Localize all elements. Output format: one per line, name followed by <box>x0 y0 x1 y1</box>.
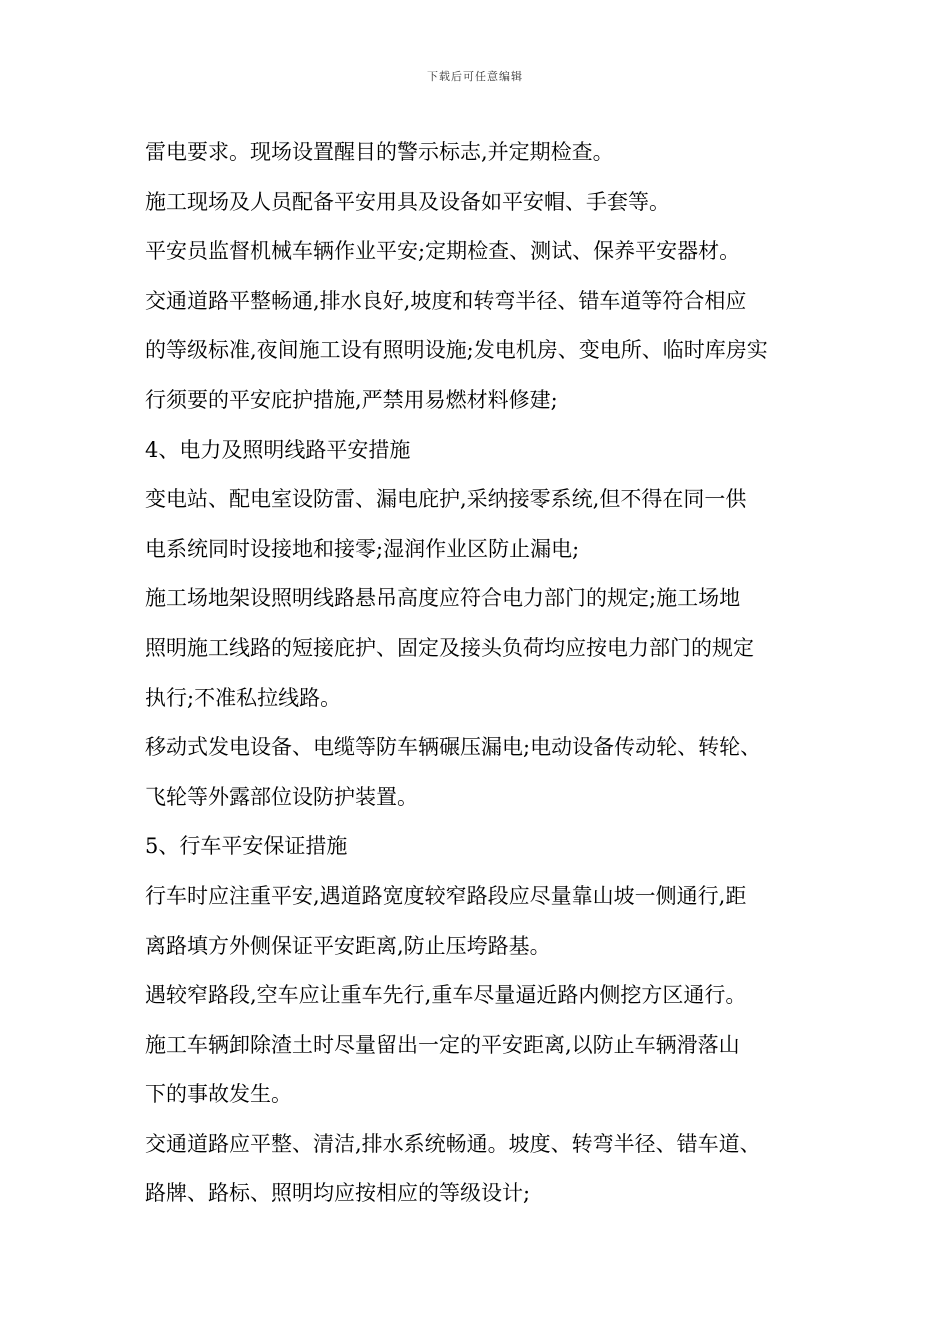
text-line: 施工车辆卸除渣土时尽量留出一定的平安距离,以防止车辆滑落山 <box>145 1032 740 1057</box>
text-line: 行须要的平安庇护措施,严禁用易燃材料修建; <box>145 387 558 412</box>
text-line: 行车时应注重平安,遇道路宽度较窄路段应尽量靠山坡一侧通行,距 <box>145 883 747 908</box>
text-line: 电系统同时设接地和接零;湿润作业区防止漏电; <box>145 536 580 561</box>
text-line: 移动式发电设备、电缆等防车辆碾压漏电;电动设备传动轮、转轮、 <box>145 735 762 760</box>
text-line: 飞轮等外露部位设防护装置。 <box>145 784 418 809</box>
text-line: 交通道路平整畅通,排水良好,坡度和转弯半径、错车道等符合相应 <box>145 288 747 313</box>
text-line: 遇较窄路段,空车应让重车先行,重车尽量逼近路内侧挖方区通行。 <box>145 983 747 1008</box>
text-line: 执行;不准私拉线路。 <box>145 685 342 710</box>
page-header: 下载后可任意编辑 <box>427 70 523 83</box>
text-line: 施工现场及人员配备平安用具及设备如平安帽、手套等。 <box>145 189 670 214</box>
text-line: 路牌、路标、照明均应按相应的等级设计; <box>145 1181 531 1206</box>
document-body <box>145 128 835 1219</box>
text-line: 下的事故发生。 <box>145 1082 292 1107</box>
text-line: 交通道路应平整、清洁,排水系统畅通。坡度、转弯半径、错车道、 <box>145 1131 761 1156</box>
text-line: 平安员监督机械车辆作业平安;定期检查、测试、保养平安器材。 <box>145 239 741 264</box>
section-heading: 5、行车平安保证措施 <box>145 834 348 859</box>
text-line: 变电站、配电室设防雷、漏电庇护,采纳接零系统,但不得在同一供 <box>145 487 747 512</box>
section-heading: 4、电力及照明线路平安措施 <box>145 437 411 462</box>
text-line: 施工场地架设照明线路悬吊高度应符合电力部门的规定;施工场地 <box>145 586 741 611</box>
text-line: 照明施工线路的短接庇护、固定及接头负荷均应按电力部门的规定 <box>145 635 754 660</box>
text-line: 的等级标准,夜间施工设有照明设施;发电机房、变电所、临时库房实 <box>145 338 768 363</box>
text-line: 离路填方外侧保证平安距离,防止压垮路基。 <box>145 933 551 958</box>
text-line: 雷电要求。现场设置醒目的警示标志,并定期检查。 <box>145 140 614 164</box>
